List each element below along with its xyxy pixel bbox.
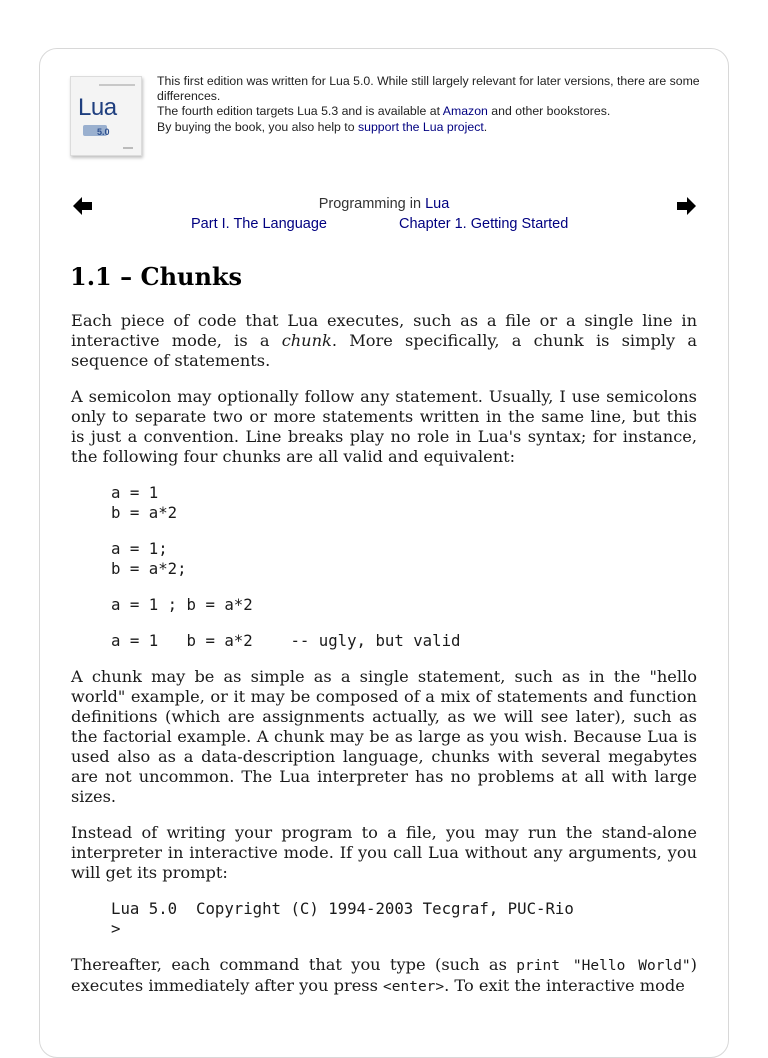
notice-line-3 — [157, 120, 717, 135]
part-link[interactable]: Part I. The Language — [191, 216, 327, 232]
notice-line-1: This first edition was written for Lua 5.0. While still largely relevant for later versions, there are some differences. — [157, 74, 700, 104]
notice-line-3-tail: . — [483, 119, 488, 134]
support-lua-link[interactable]: support the Lua project — [357, 119, 484, 134]
paragraph-5-tail: . To exit the interactive mode — [444, 976, 685, 995]
code-block-1: a = 1 b = a*2 — [111, 483, 178, 522]
paragraph-2: A semicolon may optionally follow any statement. Usually, I use semicolons only to separate two or more statements written in the same line, but this is just a convention. Line breaks play no role in Lua's syntax; for instance, the following four chunks are all valid and equivalent: — [71, 387, 697, 466]
cover-publisher-mark — [123, 147, 133, 149]
paragraph-1-tail: . More specifically, a chunk is simply a sequence of statements. — [71, 331, 697, 370]
book-title-text: Programming in — [318, 196, 426, 212]
chunk-term: chunk — [281, 331, 332, 350]
notice-line-2 — [157, 104, 717, 119]
inline-code-enter: <enter> — [383, 979, 445, 995]
inline-code-print: print "Hello World" — [516, 958, 691, 974]
book-title — [70, 196, 698, 212]
paragraph-1-text: Each piece of code that Lua executes, such as a file or a single line in interactive mode, is a — [71, 311, 697, 350]
edition-notice — [70, 74, 710, 160]
amazon-link[interactable]: Amazon — [442, 104, 488, 119]
paragraph-5-middle: ) executes immediately after you press — [71, 955, 697, 995]
notice-line-3-text: By buying the book, you also help to — [157, 119, 358, 134]
code-block-prompt: Lua 5.0 Copyright (C) 1994-2003 Tecgraf, PUC-Rio > — [111, 899, 574, 938]
cover-logo: Lua — [78, 94, 117, 121]
paragraph-3: A chunk may be as simple as a single statement, such as in the "hello world" example, or it may be composed of a mix of statements and function definitions (which are assignments actually, as we will see later), such as the factorial example. A chunk may be as large as you wish. Because Lua is used also as a data-description language, chunks with several megabytes are not uncommon. The Lua interpreter has no problems at all with large sizes. — [71, 667, 697, 806]
cover-title-line — [99, 84, 135, 86]
lua-home-link[interactable]: Lua — [425, 196, 450, 212]
paragraph-4: Instead of writing your program to a file, you may run the stand-alone interpreter in interactive mode. If you call Lua without any arguments, you will get its prompt: — [71, 823, 697, 882]
chapter-link[interactable]: Chapter 1. Getting Started — [399, 216, 569, 232]
chapter-navigation — [70, 194, 698, 238]
code-block-3: a = 1 ; b = a*2 — [111, 595, 253, 614]
paragraph-5-text: Thereafter, each command that you type (such as — [71, 955, 517, 974]
cover-edition-number: 5.0 — [97, 127, 110, 137]
section-heading: 1.1 – Chunks — [70, 262, 243, 291]
book-cover-image[interactable] — [70, 76, 142, 156]
notice-text — [157, 74, 717, 135]
paragraph-5 — [71, 955, 697, 997]
code-block-2: a = 1; b = a*2; — [111, 539, 187, 578]
right-arrow-icon[interactable] — [676, 197, 696, 215]
paragraph-1 — [71, 311, 697, 371]
notice-line-2-tail: and other bookstores. — [487, 104, 611, 119]
code-block-4: a = 1 b = a*2 -- ugly, but valid — [111, 631, 461, 650]
section-content — [71, 311, 697, 1013]
notice-line-2-text: The fourth edition targets Lua 5.3 and is available at — [157, 104, 443, 119]
